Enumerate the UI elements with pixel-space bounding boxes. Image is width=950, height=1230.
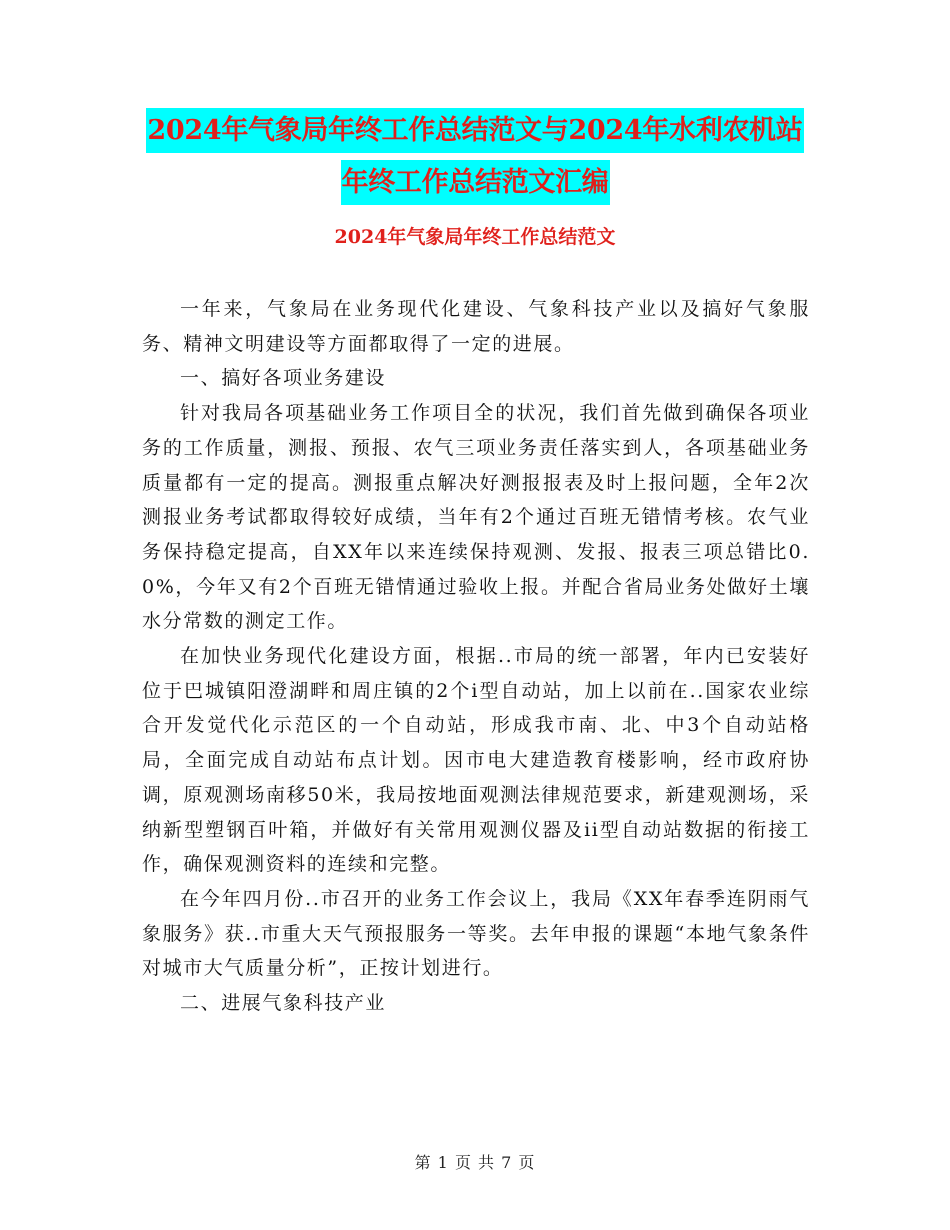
- section-heading-2: 二、进展气象科技产业: [180, 992, 387, 1015]
- document-title: [0, 108, 950, 212]
- section-title: 2024年气象局年终工作总结范文: [334, 226, 616, 248]
- section-heading-1: 一、搞好各项业务建设: [180, 367, 387, 390]
- paragraph-award: 在今年四月份..市召开的业务工作会议上，我局《XX年春季连阴雨气象服务》获..市重大天气预报服务一等奖。去年申报的课题“本地气象条件对城市大气质量分析”，正按计划进行。: [142, 887, 810, 980]
- paragraph-intro: 一年来，气象局在业务现代化建设、气象科技产业以及搞好气象服务、精神文明建设等方面都取得了一定的进展。: [142, 298, 810, 355]
- document-body: [142, 292, 810, 1021]
- paragraph-business-quality: 针对我局各项基础业务工作项目全的状况，我们首先做到确保各项业务的工作质量，测报、预报、农气三项业务责任落实到人，各项基础业务质量都有一定的提高。测报重点解决好测报报表及时上报问题，全年2次测报业务考试都取得较好成绩，当年有2个通过百班无错情考核。农气业务保持稳定提高，自XX年以来连续保持观测、发报、报表三项总错比0.0%，今年又有2个百班无错情通过验收上报。并配合省局业务处做好土壤水分常数的测定工作。: [142, 402, 810, 633]
- paragraph-modernization: 在加快业务现代化建设方面，根据..市局的统一部署，年内已安装好位于巴城镇阳澄湖畔和周庄镇的2个i型自动站，加上以前在..国家农业综合开发觉代化示范区的一个自动站，形成我市南、北、中3个自动站格局，全面完成自动站布点计划。因市电大建造教育楼影响，经市政府协调，原观测场南移50米，我局按地面观测法律规范要求，新建观测场，采纳新型塑钢百叶箱，并做好有关常用观测仪器及ii型自动站数据的衔接工作，确保观测资料的连续和完整。: [142, 645, 810, 876]
- page-number: 第 1 页 共 7 页: [414, 1153, 536, 1172]
- document-title-line-1: 2024年气象局年终工作总结范文与2024年水利农机站: [146, 108, 803, 153]
- document-title-line-2: 年终工作总结范文汇编: [341, 160, 610, 205]
